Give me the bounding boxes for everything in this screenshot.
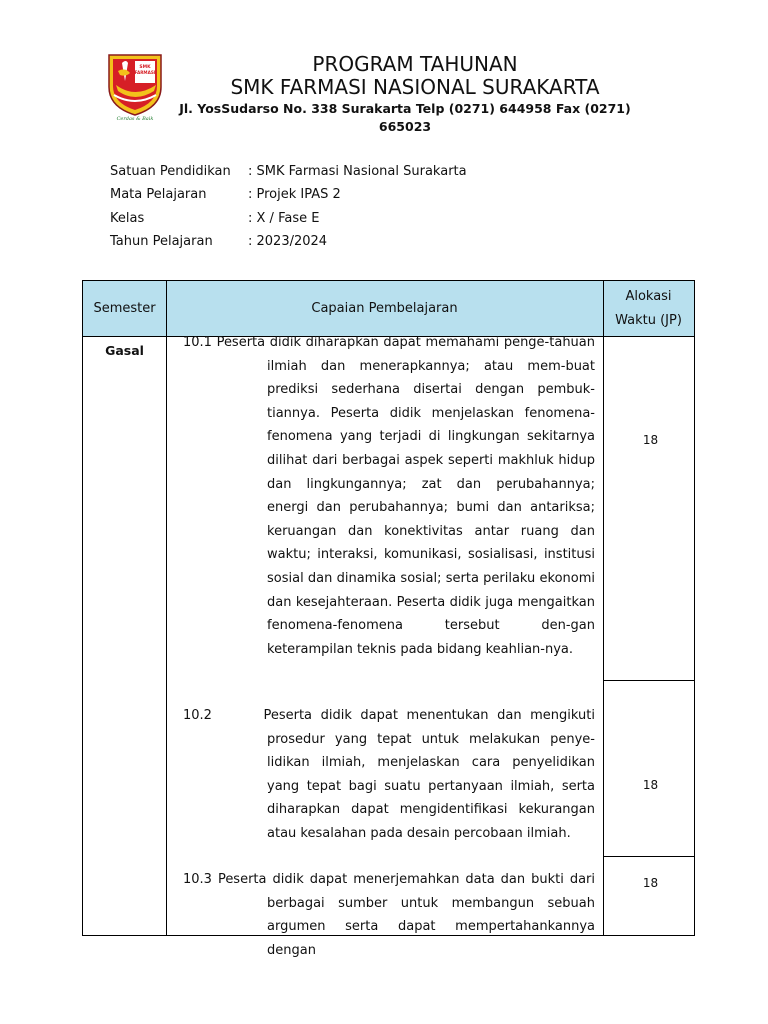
info-value: : X / Fase E xyxy=(248,210,320,226)
capaian-item xyxy=(173,331,595,661)
school-address: Jl. YosSudarso No. 338 Surakarta Telp (0271) 644958 Fax (0271) 665023 xyxy=(179,101,631,134)
info-value: : 2023/2024 xyxy=(248,234,328,250)
info-value: : Projek IPAS 2 xyxy=(248,187,341,203)
info-label: Kelas xyxy=(110,210,145,226)
svg-text:SMK: SMK xyxy=(139,65,151,70)
row-divider xyxy=(603,680,695,681)
document-title: PROGRAM TAHUNAN xyxy=(312,52,518,76)
info-row xyxy=(110,160,467,183)
info-value: : SMK Farmasi Nasional Surakarta xyxy=(248,164,467,179)
program-table xyxy=(82,280,695,958)
header-alokasi-line2: Waktu (JP) xyxy=(615,312,682,328)
capaian-number: 10.2 xyxy=(183,708,212,723)
capaian-text: 10.3 Peserta didik dapat menerjemahkan data dan bukti dari berbagai sumber untuk membangun sebuah argumen serta dapat mempertahankannya dengan xyxy=(183,872,595,958)
jp-value: 18 xyxy=(642,433,659,447)
capaian-item xyxy=(173,704,595,846)
semester-label: Gasal xyxy=(105,343,144,358)
capaian-text: 10.2 Peserta didik dapat menentukan dan mengikuti prosedur yang tepat untuk melakukan penye-lidikan ilmiah, menjelaskan cara penyelidikan yang tepat bagi suatu pertanyaan ilmiah, serta diharapkan dapat mengidentifikasi kekurangan atau kesalahan pada desain percobaan ilmiah. xyxy=(183,708,595,841)
school-name: SMK FARMASI NASIONAL SURAKARTA xyxy=(230,75,600,99)
info-row xyxy=(110,230,467,253)
capaian-item xyxy=(173,868,595,962)
shield-emblem-icon xyxy=(106,51,164,121)
jp-value: 18 xyxy=(642,876,659,890)
capaian-text: 10.1 Peserta didik diharapkan dapat memahami penge-tahuan ilmiah dan menerapkannya; atau mem-buat prediksi sederhana disertai dengan pembuk-tiannya. Peserta didik menjelaskan fenomena-fenomena yang terjadi di lingkungan sekitarnya dilihat dari berbagai aspek seperti makhluk hidup dan lingkungannya; zat dan perubahannya; energi dan perubahannya; bumi dan antariksa; keruangan dan konektivitas antar ruang dan waktu; interaksi, komunikasi, sosialisasi, institusi sosial dan dinamika sosial; serta perilaku ekonomi dan kesejahteraan. Peserta didik juga mengaitkan fenomena-fenomena tersebut den-gan keterampilan teknis pada bidang keahlian-nya. xyxy=(183,335,595,657)
header-semester: Semester xyxy=(83,281,166,337)
info-label: Satuan Pendidikan xyxy=(110,164,231,179)
info-label: Tahun Pelajaran xyxy=(110,234,213,250)
svg-text:FARMASI: FARMASI xyxy=(134,70,156,75)
capaian-number: 10.3 xyxy=(183,872,212,887)
header-alokasi-line1: Alokasi xyxy=(625,288,672,304)
jp-value: 18 xyxy=(642,778,659,792)
school-logo xyxy=(106,51,164,121)
info-block xyxy=(110,160,467,254)
info-row xyxy=(110,183,467,206)
header-capaian: Capaian Pembelajaran xyxy=(166,281,603,337)
info-label: Mata Pelajaran xyxy=(110,187,207,203)
column-divider xyxy=(603,281,604,935)
svg-text:Cerdas & Baik: Cerdas & Baik xyxy=(116,116,154,121)
info-row xyxy=(110,207,467,230)
capaian-number: 10.1 xyxy=(183,335,212,350)
row-divider xyxy=(603,856,695,857)
column-divider xyxy=(166,281,167,935)
header-alokasi xyxy=(603,281,694,337)
